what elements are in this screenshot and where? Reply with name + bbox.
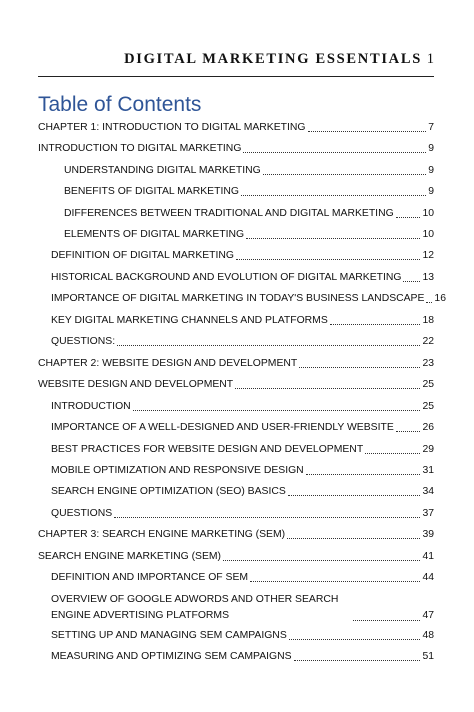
toc-entry-page: 18 bbox=[422, 315, 434, 326]
toc-entry-label: OVERVIEW OF GOOGLE ADWORDS AND OTHER SEARCH ENGINE ADVERTISING PLATFORMS bbox=[51, 594, 339, 621]
toc-entry-page: 34 bbox=[422, 486, 434, 497]
toc-leader-dots bbox=[241, 195, 426, 196]
toc-entry-page: 47 bbox=[422, 610, 434, 621]
toc-entry-label: INTRODUCTION bbox=[51, 401, 131, 412]
toc-title: Table of Contents bbox=[38, 93, 202, 116]
toc-leader-dots bbox=[246, 238, 420, 239]
toc-leader-dots bbox=[243, 152, 426, 153]
toc-entry-page: 25 bbox=[422, 401, 434, 412]
toc-entry-page: 9 bbox=[428, 143, 434, 154]
toc-leader-dots bbox=[365, 453, 420, 454]
toc-entry-page: 29 bbox=[422, 444, 434, 455]
toc-entry[interactable] bbox=[51, 400, 434, 414]
toc-entry-label: ELEMENTS OF DIGITAL MARKETING bbox=[64, 229, 245, 240]
toc-entry-page: 13 bbox=[422, 272, 434, 283]
toc-entry-label: SETTING UP AND MANAGING SEM CAMPAIGNS bbox=[51, 630, 287, 641]
toc-leader-dots bbox=[235, 388, 420, 389]
toc-entry[interactable] bbox=[51, 271, 434, 285]
toc-entry[interactable] bbox=[51, 443, 434, 457]
toc-entry[interactable] bbox=[51, 485, 434, 499]
toc-entry-label: QUESTIONS bbox=[51, 508, 113, 519]
toc-entry-page: 51 bbox=[422, 651, 434, 662]
toc-entry-label: DEFINITION OF DIGITAL MARKETING bbox=[51, 250, 234, 261]
toc-entry-page: 16 bbox=[434, 293, 446, 304]
toc-entry[interactable] bbox=[38, 550, 434, 564]
toc-entry-label: UNDERSTANDING DIGITAL MARKETING bbox=[64, 165, 261, 176]
toc-entry[interactable] bbox=[64, 228, 434, 242]
toc-entry-label: DEFINITION AND IMPORTANCE OF SEM bbox=[51, 572, 249, 583]
toc-entry-label: INTRODUCTION TO DIGITAL MARKETING bbox=[38, 143, 242, 154]
toc-entry-label: HISTORICAL BACKGROUND AND EVOLUTION OF DIGITAL MARKETING bbox=[51, 272, 402, 283]
toc-leader-dots bbox=[403, 281, 420, 282]
toc-entry-label: CHAPTER 2: WEBSITE DESIGN AND DEVELOPMENT bbox=[38, 358, 298, 369]
toc-leader-dots bbox=[114, 517, 420, 518]
toc-entry-label: IMPORTANCE OF DIGITAL MARKETING IN TODAY'S BUSINESS LANDSCAPE bbox=[51, 293, 425, 304]
toc-entry-label: BEST PRACTICES FOR WEBSITE DESIGN AND DEVELOPMENT bbox=[51, 444, 364, 455]
toc-leader-dots bbox=[236, 259, 420, 260]
header-page-number: 1 bbox=[426, 51, 434, 67]
toc-leader-dots bbox=[288, 495, 421, 496]
toc-entry[interactable] bbox=[51, 571, 434, 585]
toc-entry[interactable] bbox=[51, 507, 434, 521]
toc-leader-dots bbox=[306, 474, 421, 475]
toc-leader-dots bbox=[294, 660, 421, 661]
toc-entry[interactable] bbox=[38, 121, 434, 135]
toc-entry[interactable] bbox=[51, 464, 434, 478]
toc-entry-page: 12 bbox=[422, 250, 434, 261]
toc-entry-label: CHAPTER 3: SEARCH ENGINE MARKETING (SEM) bbox=[38, 529, 286, 540]
toc-leader-dots bbox=[353, 620, 420, 621]
toc-entry-page: 48 bbox=[422, 630, 434, 641]
toc-entry-page: 37 bbox=[422, 508, 434, 519]
toc-leader-dots bbox=[299, 367, 420, 368]
toc-entry-label: DIFFERENCES BETWEEN TRADITIONAL AND DIGITAL MARKETING bbox=[64, 208, 394, 219]
toc-leader-dots bbox=[396, 431, 421, 432]
toc-entry-page: 26 bbox=[422, 422, 434, 433]
toc-entry-page: 9 bbox=[428, 165, 434, 176]
toc-entry-page: 7 bbox=[428, 122, 434, 133]
toc-entry-page: 22 bbox=[422, 336, 434, 347]
toc-entry-label: MOBILE OPTIMIZATION AND RESPONSIVE DESIGN bbox=[51, 465, 304, 476]
toc-entry-label: MEASURING AND OPTIMIZING SEM CAMPAIGNS bbox=[51, 651, 292, 662]
toc-entry-page: 25 bbox=[422, 379, 434, 390]
toc-entry[interactable] bbox=[64, 185, 434, 199]
header-title: DIGITAL MARKETING ESSENTIALS bbox=[124, 51, 422, 67]
toc-entry[interactable] bbox=[51, 249, 434, 263]
toc-leader-dots bbox=[250, 581, 420, 582]
toc-leader-dots bbox=[133, 410, 421, 411]
toc-leader-dots bbox=[117, 345, 420, 346]
toc-entry[interactable] bbox=[64, 207, 434, 221]
toc-entry-page: 39 bbox=[422, 529, 434, 540]
toc-entry-page: 41 bbox=[422, 551, 434, 562]
toc-leader-dots bbox=[330, 324, 421, 325]
toc-entry[interactable] bbox=[64, 164, 434, 178]
toc-entry-label: WEBSITE DESIGN AND DEVELOPMENT bbox=[38, 379, 234, 390]
toc-entry-label: QUESTIONS: bbox=[51, 336, 116, 347]
toc-leader-dots bbox=[426, 302, 432, 303]
toc-entry-label: BENEFITS OF DIGITAL MARKETING bbox=[64, 186, 239, 197]
toc-entry[interactable] bbox=[51, 421, 434, 435]
toc-entry[interactable] bbox=[51, 629, 434, 643]
toc-entry[interactable] bbox=[51, 314, 434, 328]
toc-entry-page: 10 bbox=[422, 229, 434, 240]
toc-entry[interactable] bbox=[51, 592, 434, 624]
toc-entry[interactable] bbox=[51, 292, 446, 306]
toc-entry-label: CHAPTER 1: INTRODUCTION TO DIGITAL MARKETING bbox=[38, 122, 306, 133]
toc-entry-label: KEY DIGITAL MARKETING CHANNELS AND PLATFORMS bbox=[51, 315, 328, 326]
toc-entry-page: 23 bbox=[422, 358, 434, 369]
toc-entry[interactable] bbox=[51, 335, 434, 349]
toc-entry[interactable] bbox=[38, 142, 434, 156]
toc-entry[interactable] bbox=[51, 650, 434, 664]
toc-entry[interactable] bbox=[38, 378, 434, 392]
toc-entry-page: 44 bbox=[422, 572, 434, 583]
toc-entry-page: 31 bbox=[422, 465, 434, 476]
toc-entry-label: IMPORTANCE OF A WELL-DESIGNED AND USER-FRIENDLY WEBSITE bbox=[51, 422, 394, 433]
toc-leader-dots bbox=[396, 217, 421, 218]
toc-entry-page: 10 bbox=[422, 208, 434, 219]
toc-entry-page: 9 bbox=[428, 186, 434, 197]
toc-entry[interactable] bbox=[38, 357, 434, 371]
toc-entry-label: SEARCH ENGINE MARKETING (SEM) bbox=[38, 551, 222, 562]
toc-leader-dots bbox=[263, 174, 427, 175]
toc-leader-dots bbox=[289, 639, 421, 640]
toc-entry-label: SEARCH ENGINE OPTIMIZATION (SEO) BASICS bbox=[51, 486, 286, 497]
toc-entry[interactable] bbox=[38, 528, 434, 542]
toc-leader-dots bbox=[287, 538, 420, 539]
toc-leader-dots bbox=[308, 131, 427, 132]
toc-leader-dots bbox=[223, 560, 420, 561]
